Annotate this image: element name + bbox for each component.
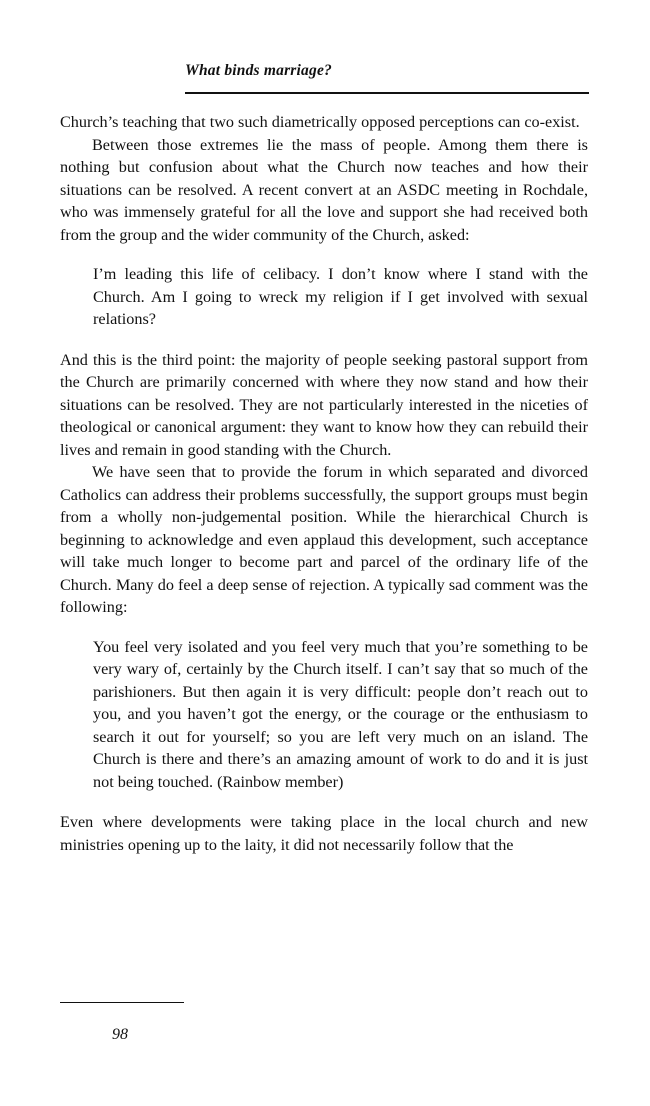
running-head-title: What binds marriage?: [185, 62, 332, 79]
footer-rule: [60, 1002, 184, 1003]
paragraph-continuation: Church’s teaching that two such diametrically opposed perceptions can co-exist.: [60, 113, 580, 131]
block-quote: [93, 263, 588, 331]
paragraph: Even where developments were taking place in the local church and new ministries opening up to the laity, it did not necessarily follow that the: [60, 813, 588, 854]
block-quote: [93, 636, 588, 794]
main-text-block: [60, 111, 588, 856]
header-rule: [185, 92, 589, 94]
block-quote-text: I’m leading this life of celibacy. I don’t know where I stand with the Church. Am I going to wreck my religion if I get involved with sexual relations?: [93, 265, 588, 328]
paragraph: Between those extremes lie the mass of people. Among them there is nothing but confusion about what the Church now teaches and how their situations can be resolved. A recent convert at an ASDC meeting in Rochdale, who was immensely grateful for all the love and support she had received both from the group and the wider community of the Church, asked:: [60, 135, 588, 244]
paragraph: We have seen that to provide the forum in which separated and divorced Catholics can address their problems successfully, the support groups must begin from a wholly non-judgemental position. While the hierarchical Church is beginning to acknowledge and even applaud this development, such acceptance will take much longer to become part and parcel of the ordinary life of the Church. Many do feel a deep sense of rejection. A typically sad comment was the following:: [60, 463, 588, 616]
page-number: 98: [112, 1026, 128, 1043]
paragraph: And this is the third point: the majority of people seeking pastoral support from the Church are primarily concerned with where they now stand and how their situations can be resolved. They are not particularly interested in the niceties of theological or canonical argument: they want to know how they can rebuild their lives and remain in good standing with the Church.: [60, 350, 588, 459]
block-quote-text: You feel very isolated and you feel very much that you’re something to be very wary of, certainly by the Church itself. I can’t say that so much of the parishioners. But then again it is very difficult: people don’t reach out to you, and you haven’t got the energy, or the courage or the enthusiasm to search it out for yourself; so you are left very much on an island. The Church is there and there’s an amazing amount of work to do and it is just not being touched. (Rainbow member): [93, 637, 588, 791]
